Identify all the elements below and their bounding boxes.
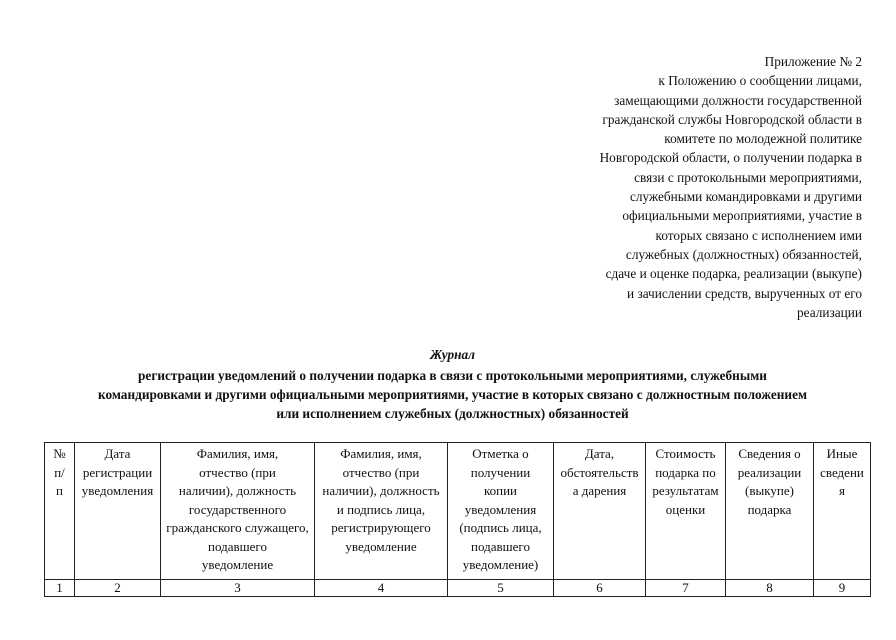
appendix-line: служебными командировками и другими (629, 189, 862, 205)
header-line: результатам (652, 483, 719, 498)
header-line: Фамилия, имя, (340, 446, 422, 461)
header-line: Дата, (584, 446, 615, 461)
header-cell-gift-date (554, 443, 646, 580)
header-line: регистрации (82, 464, 153, 480)
appendix-line: которых связано с исполнением ими (655, 227, 862, 243)
journal-heading: Журнал (429, 347, 476, 362)
column-number-cell: 3 (161, 580, 315, 597)
header-line: уведомление (345, 538, 417, 554)
header-line: обстоятельств (560, 464, 639, 480)
header-cell-sale-info (726, 443, 814, 580)
header-line: подавшего (208, 538, 267, 554)
column-number-cell: 6 (554, 580, 646, 597)
header-line: оценки (665, 501, 706, 517)
header-line: уведомление) (462, 557, 539, 572)
appendix-line: комитете по молодежной политике (664, 131, 862, 147)
header-line: отчество (при (199, 464, 276, 480)
appendix-line: реализации (797, 304, 862, 320)
registration-table (44, 442, 871, 597)
header-line: копии (483, 483, 518, 498)
appendix-line: замещающими должности государственной (614, 92, 862, 108)
header-line: и подпись лица, (336, 501, 426, 517)
header-line: (подпись лица, (459, 520, 542, 535)
header-line: уведомления (81, 483, 154, 498)
header-line: п/ (54, 464, 65, 480)
column-number-cell: 5 (448, 580, 554, 597)
header-line: Стоимость (655, 446, 716, 461)
header-cell-registrar-name (315, 443, 448, 580)
appendix-line: к Положению о сообщении лицами, (658, 73, 862, 89)
header-line: подарка по (655, 464, 716, 480)
appendix-line: и зачислении средств, вырученных от его (627, 285, 862, 301)
header-line: государственного (188, 501, 287, 517)
column-number-cell: 2 (75, 580, 161, 597)
header-line: Сведения о (738, 446, 801, 461)
header-line: реализации (737, 464, 802, 480)
header-line: подавшего (471, 538, 530, 554)
header-cell-gift-value (646, 443, 726, 580)
appendix-line: Приложение № 2 (764, 54, 862, 69)
header-line: наличии), должность (178, 483, 297, 498)
header-line: п (56, 483, 63, 498)
header-line: гражданского служащего, (166, 520, 309, 535)
header-cell-other-info (814, 443, 871, 580)
header-line: уведомления (464, 501, 537, 517)
header-line: отчество (при (342, 464, 420, 480)
header-cell-submitter-name (161, 443, 315, 580)
header-cell-copy-receipt (448, 443, 554, 580)
appendix-line: гражданской службы Новгородской области в (602, 111, 862, 127)
journal-subtitle-line: регистрации уведомлений о получении подарка в связи с протокольными мероприятиями, служебными (138, 368, 767, 383)
header-line: сведени (820, 464, 864, 480)
header-line: подарка (747, 501, 792, 517)
header-line: Дата (104, 446, 131, 461)
header-line: Фамилия, имя, (196, 446, 279, 461)
header-cell-registration-date (75, 443, 161, 580)
header-line: регистрирующего (331, 520, 431, 535)
header-line: Иные (826, 446, 858, 461)
journal-subtitle-line: командировками и другими официальными мероприятиями, участие в которых связано с должностным положением (97, 387, 808, 402)
appendix-line: сдаче и оценке подарка, реализации (выкупе) (605, 266, 862, 282)
header-line: я (839, 483, 845, 498)
appendix-line: Новгородской области, о получении подарка в (599, 150, 862, 166)
appendix-line: официальными мероприятиями, участие в (622, 208, 862, 224)
appendix-line: служебных (должностных) обязанностей, (625, 246, 862, 262)
appendix-block (542, 52, 862, 322)
header-line: а дарения (572, 483, 627, 498)
header-line: уведомление (201, 557, 274, 572)
header-line: (выкупе) (745, 483, 794, 498)
journal-title (40, 345, 865, 423)
column-number-cell: 4 (315, 580, 448, 597)
header-row (45, 443, 871, 580)
header-line: № (53, 446, 66, 461)
column-number-cell: 7 (646, 580, 726, 597)
column-number-row (45, 580, 871, 597)
column-number-cell: 9 (814, 580, 871, 597)
header-line: получении (470, 464, 531, 480)
journal-subtitle-line: или исполнением служебных (должностных) обязанностей (276, 406, 629, 421)
header-line: Отметка о (472, 446, 529, 461)
header-line: наличии), должность (322, 483, 440, 498)
appendix-line: связи с протокольными мероприятиями, (634, 169, 862, 185)
column-number-cell: 8 (726, 580, 814, 597)
header-cell-number (45, 443, 75, 580)
column-number-cell: 1 (45, 580, 75, 597)
